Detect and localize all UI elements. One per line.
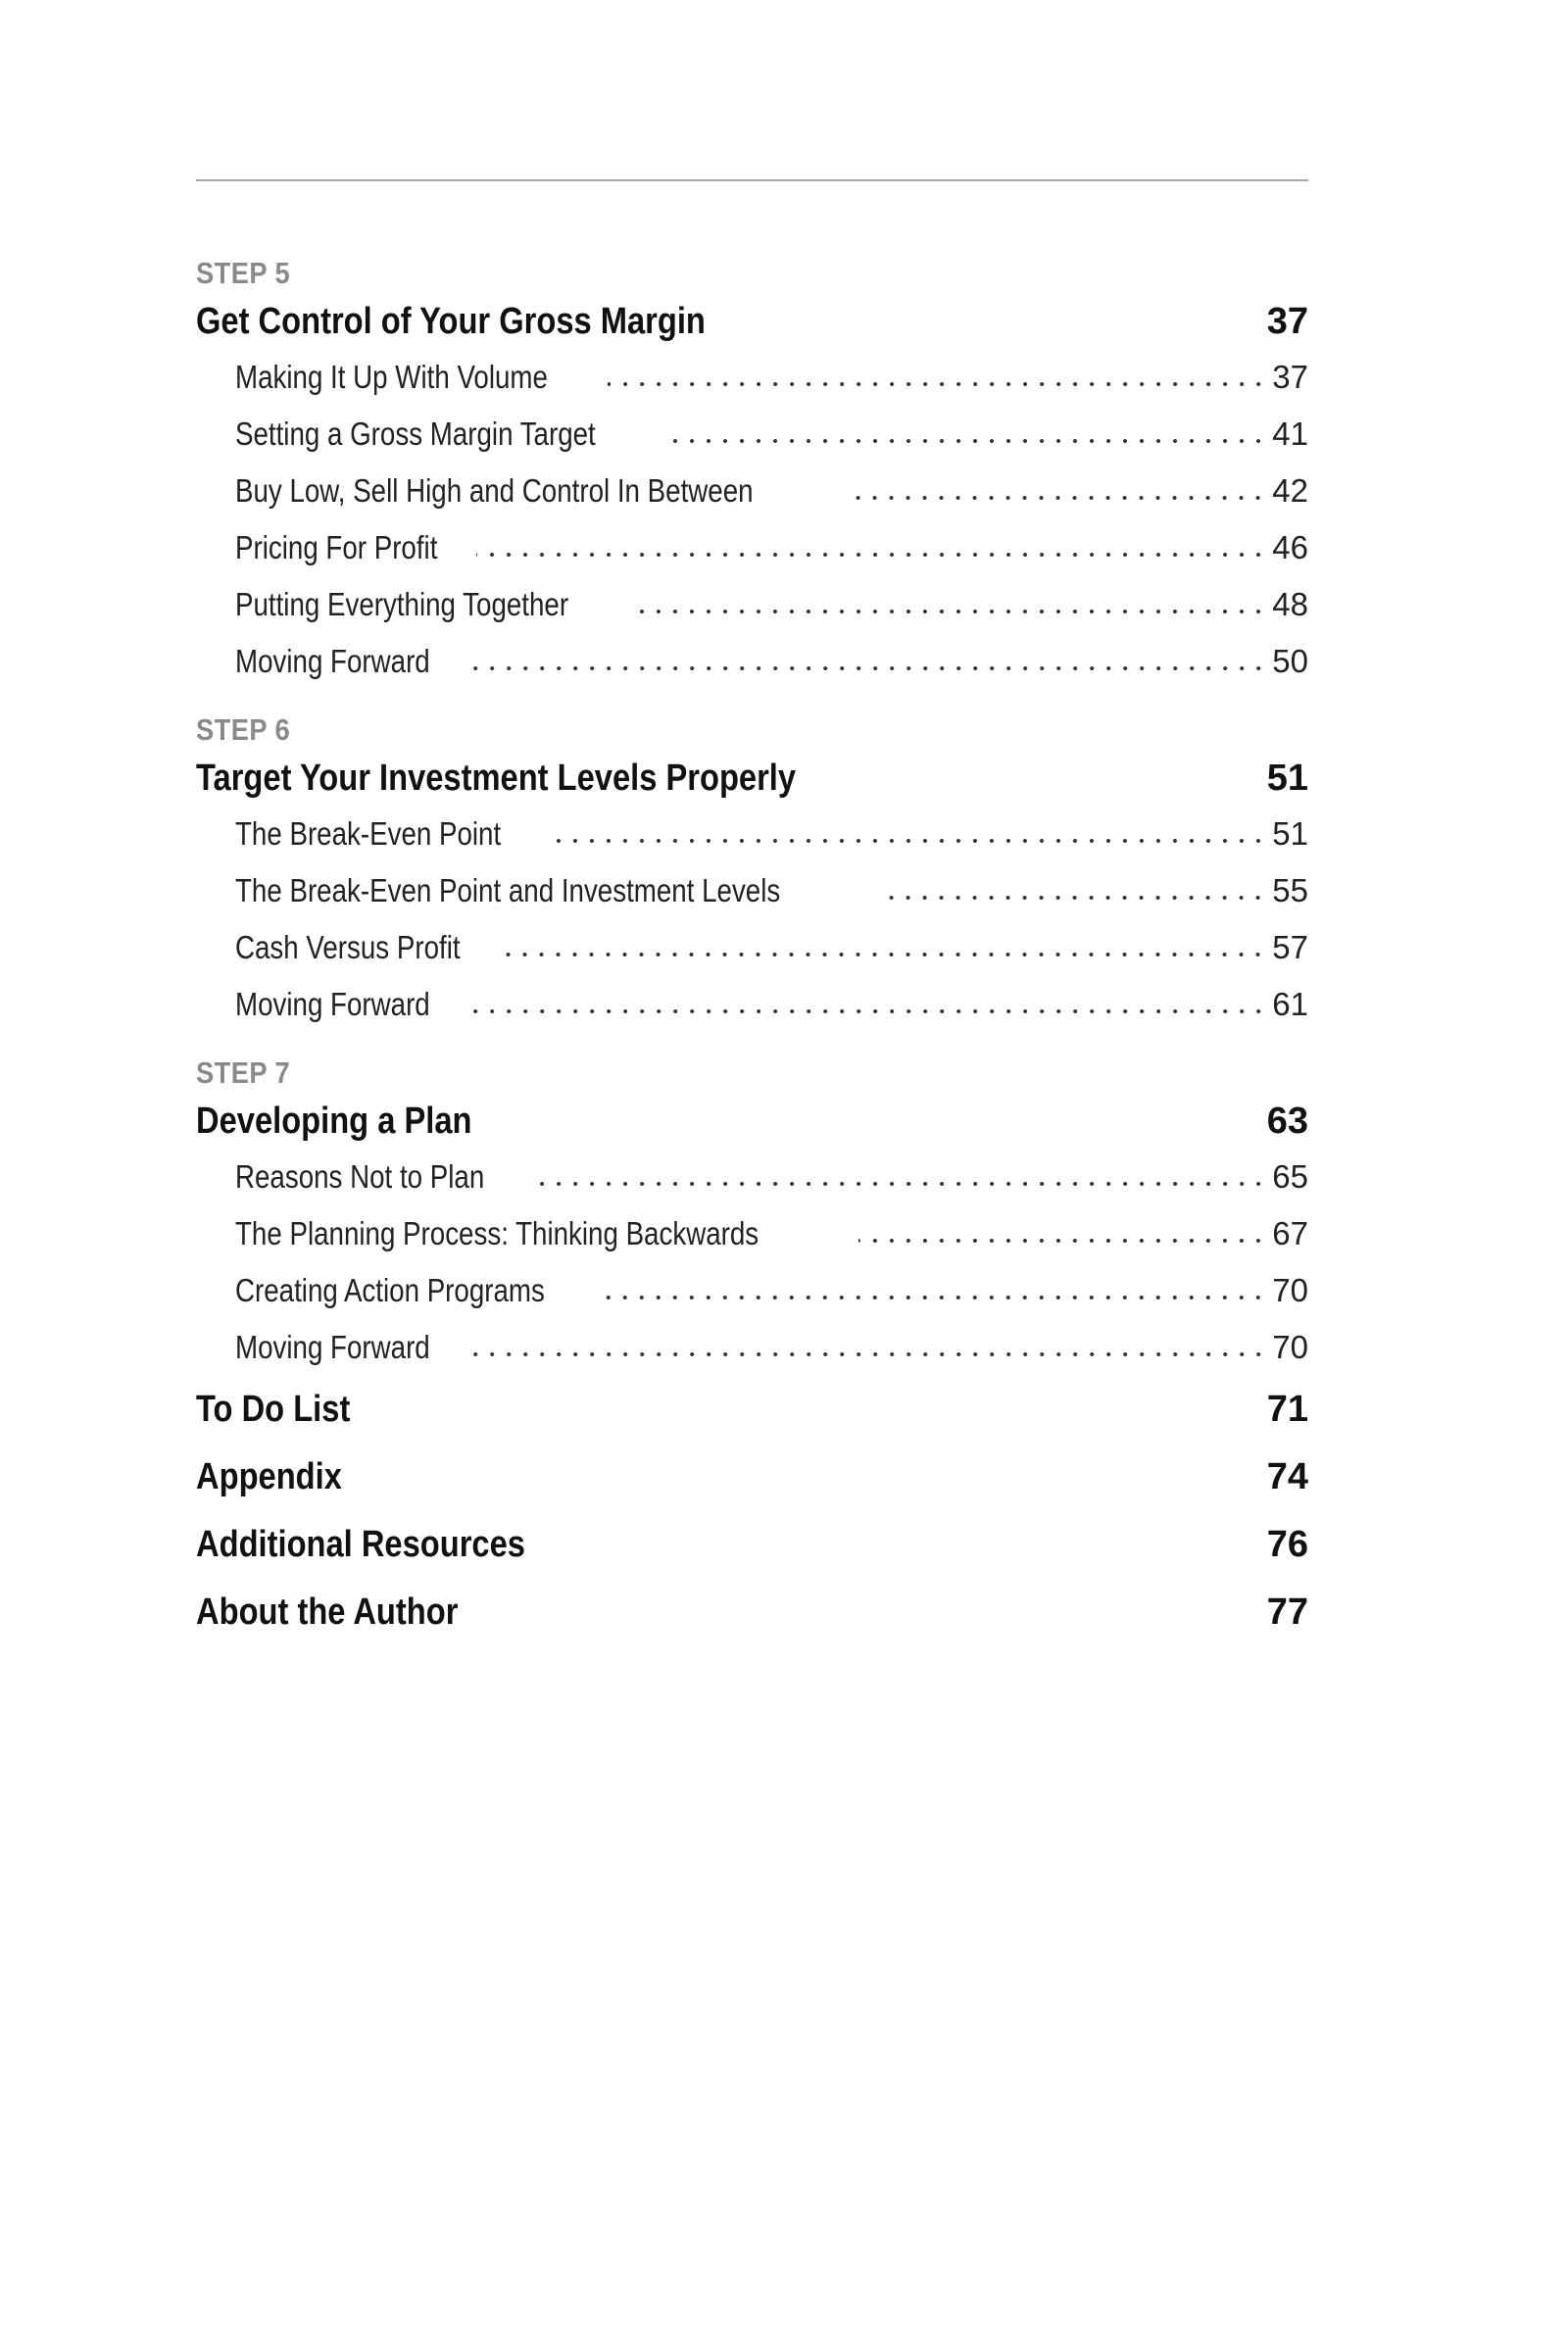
back-matter-page-number: 76: [1266, 1524, 1308, 1565]
entry-title: Setting a Gross Margin Target: [235, 416, 596, 452]
entry-page-number: 48: [1272, 586, 1308, 622]
toc-entry[interactable]: [196, 1205, 1308, 1262]
entry-page-number: 70: [1272, 1329, 1308, 1365]
entry-title: Creating Action Programs: [235, 1272, 545, 1308]
entry-page-number: 55: [1272, 872, 1308, 908]
toc-entry[interactable]: [196, 406, 1308, 463]
back-matter-page-number: 74: [1266, 1456, 1308, 1497]
dot-leader: [467, 1007, 1267, 1013]
entry-page-number: 70: [1272, 1272, 1308, 1308]
dot-leader: [476, 551, 1267, 557]
dot-leader: [552, 837, 1266, 843]
header-rule: [196, 179, 1308, 181]
chapter-heading[interactable]: [196, 294, 1308, 349]
entry-page-number: 57: [1272, 929, 1308, 965]
back-matter-page-number: 71: [1266, 1389, 1308, 1430]
back-matter-title: Appendix: [196, 1456, 342, 1497]
toc-entry[interactable]: [196, 349, 1308, 406]
entry-page-number: 46: [1272, 529, 1308, 565]
dot-leader: [532, 1180, 1267, 1186]
toc-entry[interactable]: [196, 976, 1308, 1033]
toc-entry[interactable]: [196, 806, 1308, 862]
toc-entry[interactable]: [196, 633, 1308, 690]
chapter-heading[interactable]: [196, 1094, 1308, 1149]
section-spacer: [196, 1033, 1308, 1053]
dot-leader: [604, 1294, 1266, 1299]
entry-title: Pricing For Profit: [235, 529, 438, 565]
back-matter-title: About the Author: [196, 1592, 459, 1633]
entry-page-number: 50: [1272, 643, 1308, 679]
step-section: [196, 1053, 1308, 1376]
entry-title: Putting Everything Together: [235, 586, 569, 622]
entry-title: Moving Forward: [235, 1329, 430, 1365]
dot-leader: [852, 494, 1266, 500]
step-label: STEP 5: [196, 256, 291, 290]
entry-title: Moving Forward: [235, 643, 430, 679]
entry-title: The Break-Even Point and Investment Levels: [235, 872, 781, 908]
step-label: STEP 7: [196, 1055, 291, 1090]
chapter-heading[interactable]: [196, 751, 1308, 806]
entry-title: Buy Low, Sell High and Control In Between: [235, 472, 754, 509]
entry-page-number: 41: [1272, 416, 1308, 452]
dot-leader: [632, 608, 1266, 613]
step-label: STEP 6: [196, 712, 291, 747]
toc-entry[interactable]: [196, 1262, 1308, 1319]
toc-entry[interactable]: [196, 1319, 1308, 1376]
entry-page-number: 67: [1272, 1215, 1308, 1251]
dot-leader: [884, 894, 1266, 900]
back-matter-entry[interactable]: [196, 1444, 1308, 1511]
back-matter: [196, 1376, 1308, 1646]
chapter-page-number: 63: [1266, 1101, 1308, 1142]
back-matter-entry[interactable]: [196, 1511, 1308, 1579]
toc-entry[interactable]: [196, 519, 1308, 576]
chapter-title: Get Control of Your Gross Margin: [196, 301, 706, 342]
toc-entry[interactable]: [196, 463, 1308, 519]
dot-leader: [503, 951, 1266, 956]
table-of-contents: [196, 253, 1308, 1646]
entry-title: Moving Forward: [235, 986, 430, 1022]
back-matter-title: To Do List: [196, 1389, 351, 1430]
dot-leader: [467, 664, 1267, 670]
entry-title: The Planning Process: Thinking Backwards: [235, 1215, 760, 1251]
toc-entry[interactable]: [196, 1149, 1308, 1205]
chapter-page-number: 37: [1266, 301, 1308, 342]
step-section: [196, 710, 1308, 1033]
dot-leader: [858, 1237, 1266, 1243]
toc-entry[interactable]: [196, 919, 1308, 976]
entry-title: Making It Up With Volume: [235, 359, 548, 395]
toc-entry[interactable]: [196, 862, 1308, 919]
step-section: [196, 253, 1308, 690]
chapter-title: Target Your Investment Levels Properly: [196, 758, 797, 799]
section-spacer: [196, 690, 1308, 710]
entry-page-number: 42: [1272, 472, 1308, 509]
dot-leader: [664, 437, 1267, 443]
entry-page-number: 61: [1272, 986, 1308, 1022]
back-matter-entry[interactable]: [196, 1376, 1308, 1444]
toc-page: [196, 0, 1308, 2352]
dot-leader: [608, 380, 1267, 386]
entry-title: The Break-Even Point: [235, 815, 502, 852]
dot-leader: [467, 1350, 1267, 1356]
back-matter-title: Additional Resources: [196, 1524, 525, 1565]
entry-title: Reasons Not to Plan: [235, 1158, 485, 1195]
toc-entry[interactable]: [196, 576, 1308, 633]
entry-page-number: 51: [1272, 815, 1308, 852]
entry-page-number: 37: [1272, 359, 1308, 395]
chapter-page-number: 51: [1266, 758, 1308, 799]
entry-title: Cash Versus Profit: [235, 929, 461, 965]
entry-page-number: 65: [1272, 1158, 1308, 1195]
chapter-title: Developing a Plan: [196, 1101, 472, 1142]
back-matter-entry[interactable]: [196, 1579, 1308, 1646]
back-matter-page-number: 77: [1266, 1592, 1308, 1633]
